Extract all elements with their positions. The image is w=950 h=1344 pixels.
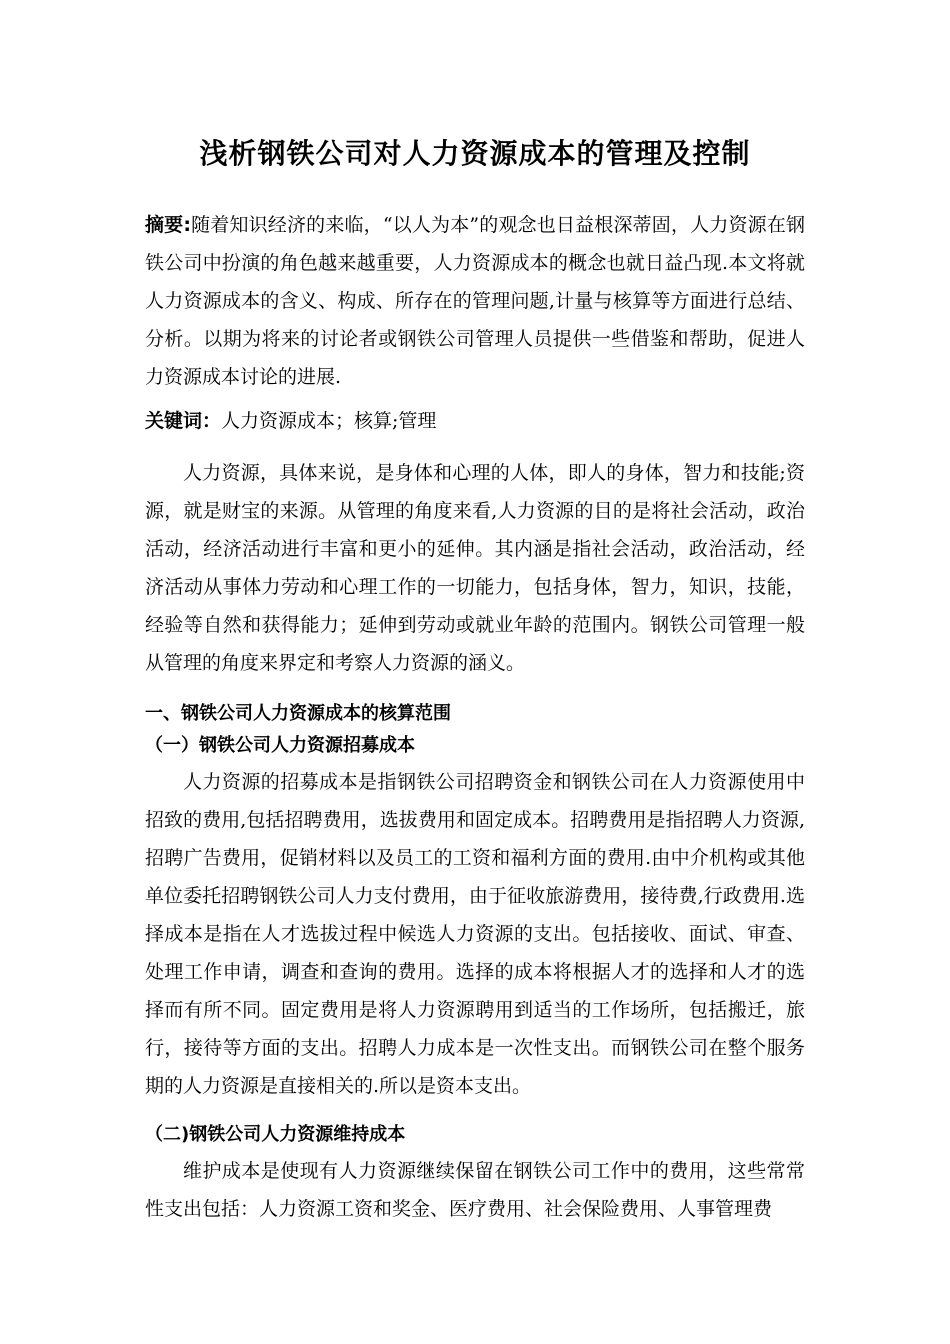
maintenance-cost-paragraph: 维护成本是使现有人力资源继续保留在钢铁公司工作中的费用，这些常常性支出包括：人力资源工资和奖金、医疗费用、社会保险费用、人事管理费: [145, 1160, 805, 1220]
abstract-label: 摘要:: [145, 214, 191, 236]
subsection-heading: （一）钢铁公司人力资源招募成本: [145, 735, 415, 756]
intro-paragraph: 人力资源，具体来说，是身体和心理的人体，即人的身体，智力和技能;资源，就是财宝的来源。从管理的角度来看,人力资源的目的是将社会活动，政治活动，经济活动进行丰富和更小的延伸。其内涵是指社会活动，政治活动，经济活动从事体力劳动和心理工作的一切能力，包括身体，智力，知识，技能，经验等自然和获得能力；延伸到劳动或就业年龄的范围内。钢铁公司管理一般从管理的角度来界定和考察人力资源的涵义。: [145, 462, 805, 674]
keywords-paragraph: [145, 402, 805, 440]
abstract-text: 随着知识经济的来临，“以人为本”的观念也日益根深蒂固，人力资源在钢铁公司中扮演的角色越来越重要，人力资源成本的概念也就日益凸现.本文将就人力资源成本的含义、构成、所存在的管理问题,计量与核算等方面进行总结、分析。以期为将来的讨论者或钢铁公司管理人员提供一些借鉴和帮助，促进人力资源成本讨论的进展.: [145, 214, 805, 388]
recruitment-cost-paragraph: 人力资源的招募成本是指钢铁公司招聘资金和钢铁公司在人力资源使用中招致的费用,包括招聘费用，选拔费用和固定成本。招聘费用是指招聘人力资源,招聘广告费用，促销材料以及员工的工资和福利方面的费用.由中介机构或其他单位委托招聘钢铁公司人力支付费用，由于征收旅游费用，接待费,行政费用.选择成本是指在人才选拔过程中候选人力资源的支出。包括接收、面试、审查、处理工作申请，调查和查询的费用。选择的成本将根据人才的选择和人才的选择而有所不同。固定费用是将人力资源聘用到适当的工作场所，包括搬迁，旅行，接待等方面的支出。招聘人力成本是一次性支出。而钢铁公司在整个服务期的人力资源是直接相关的.所以是资本支出。: [145, 771, 805, 1097]
keywords-label: 关键词：: [145, 410, 222, 432]
keywords-text: 人力资源成本；核算;管理: [221, 410, 437, 432]
abstract-paragraph: [145, 206, 805, 396]
section-heading: 一、钢铁公司人力资源成本的核算范围: [145, 703, 451, 724]
page-title: 浅析钢铁公司对人力资源成本的管理及控制: [199, 137, 751, 170]
subsection-heading: （二)钢铁公司人力资源维持成本: [145, 1124, 406, 1145]
